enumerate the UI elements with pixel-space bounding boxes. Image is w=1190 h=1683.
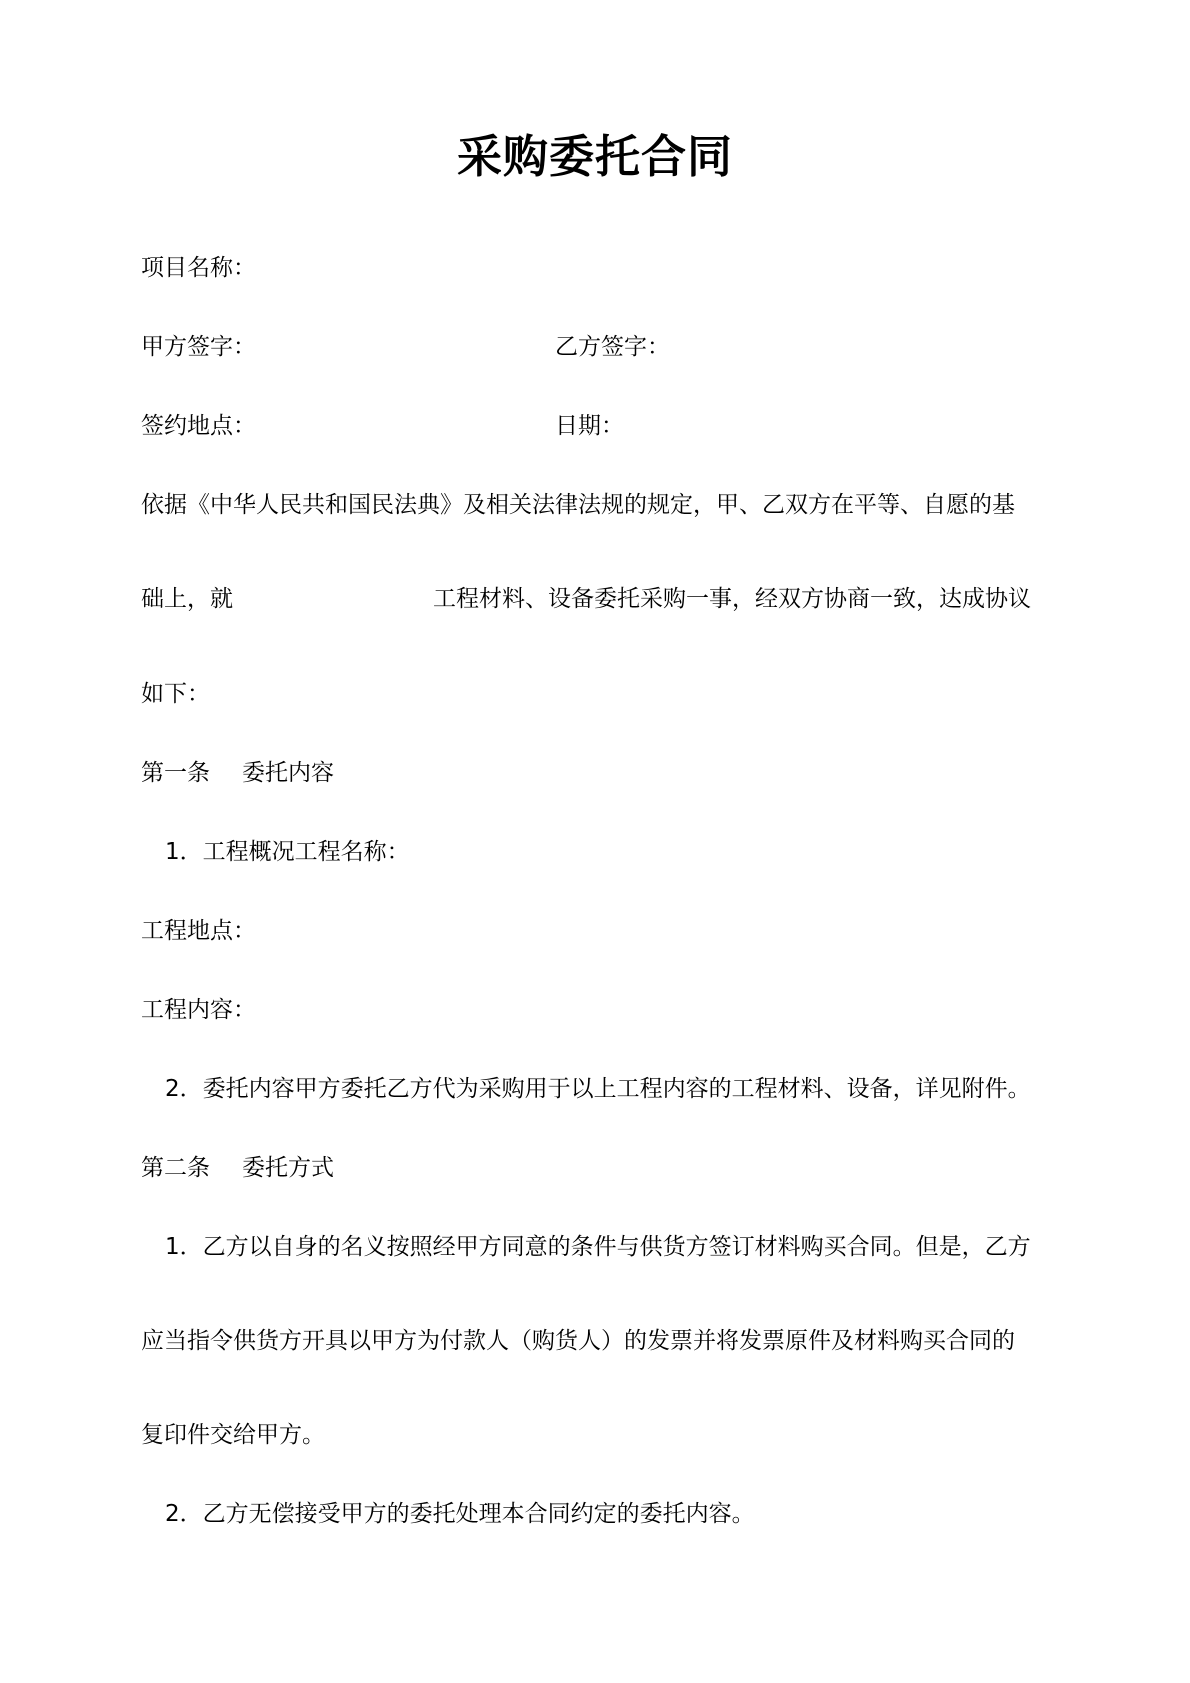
- article-1-item-2: 2．委托内容甲方委托乙方代为采购用于以上工程内容的工程材料、设备，详见附件。: [165, 1076, 1031, 1102]
- article-2-item-1-line-3: 复印件交给甲方。: [141, 1422, 325, 1448]
- preamble-line-3: 如下：: [141, 681, 210, 707]
- preamble-line-2-start: 础上，就: [141, 586, 233, 612]
- preamble-line-2: [141, 583, 1031, 615]
- article-2-title: 委托方式: [242, 1155, 334, 1181]
- place-date-row: [141, 410, 624, 442]
- article-1-heading: [141, 757, 334, 789]
- project-location-field: 工程地点：: [141, 918, 256, 944]
- party-a-sign-label: 甲方签字：: [141, 334, 256, 360]
- preamble-line-2-end: 工程材料、设备委托采购一事，经双方协商一致，达成协议: [433, 586, 1031, 612]
- date-label: 日期：: [555, 413, 624, 439]
- article-1-title: 委托内容: [242, 760, 334, 786]
- preamble-line-1: 依据《中华人民共和国民法典》及相关法律法规的规定，甲、乙双方在平等、自愿的基: [141, 492, 1015, 518]
- article-2-item-1-line-1: 1．乙方以自身的名义按照经甲方同意的条件与供货方签订材料购买合同。但是，乙方: [165, 1234, 1031, 1260]
- party-b-sign-label: 乙方签字：: [555, 334, 670, 360]
- article-2-number: 第二条: [141, 1155, 210, 1181]
- project-content-field: 工程内容：: [141, 997, 256, 1023]
- signature-row: [141, 331, 670, 363]
- document-title: 采购委托合同: [456, 130, 733, 183]
- article-1-item-1: 1．工程概况工程名称：: [165, 839, 410, 865]
- project-name-field: 项目名称：: [141, 255, 256, 281]
- article-2-item-2: 2．乙方无偿接受甲方的委托处理本合同约定的委托内容。: [165, 1501, 755, 1527]
- article-2-item-1-line-2: 应当指令供货方开具以甲方为付款人（购货人）的发票并将发票原件及材料购买合同的: [141, 1328, 1015, 1354]
- article-2-heading: [141, 1152, 334, 1184]
- sign-place-label: 签约地点：: [141, 413, 256, 439]
- article-1-number: 第一条: [141, 760, 210, 786]
